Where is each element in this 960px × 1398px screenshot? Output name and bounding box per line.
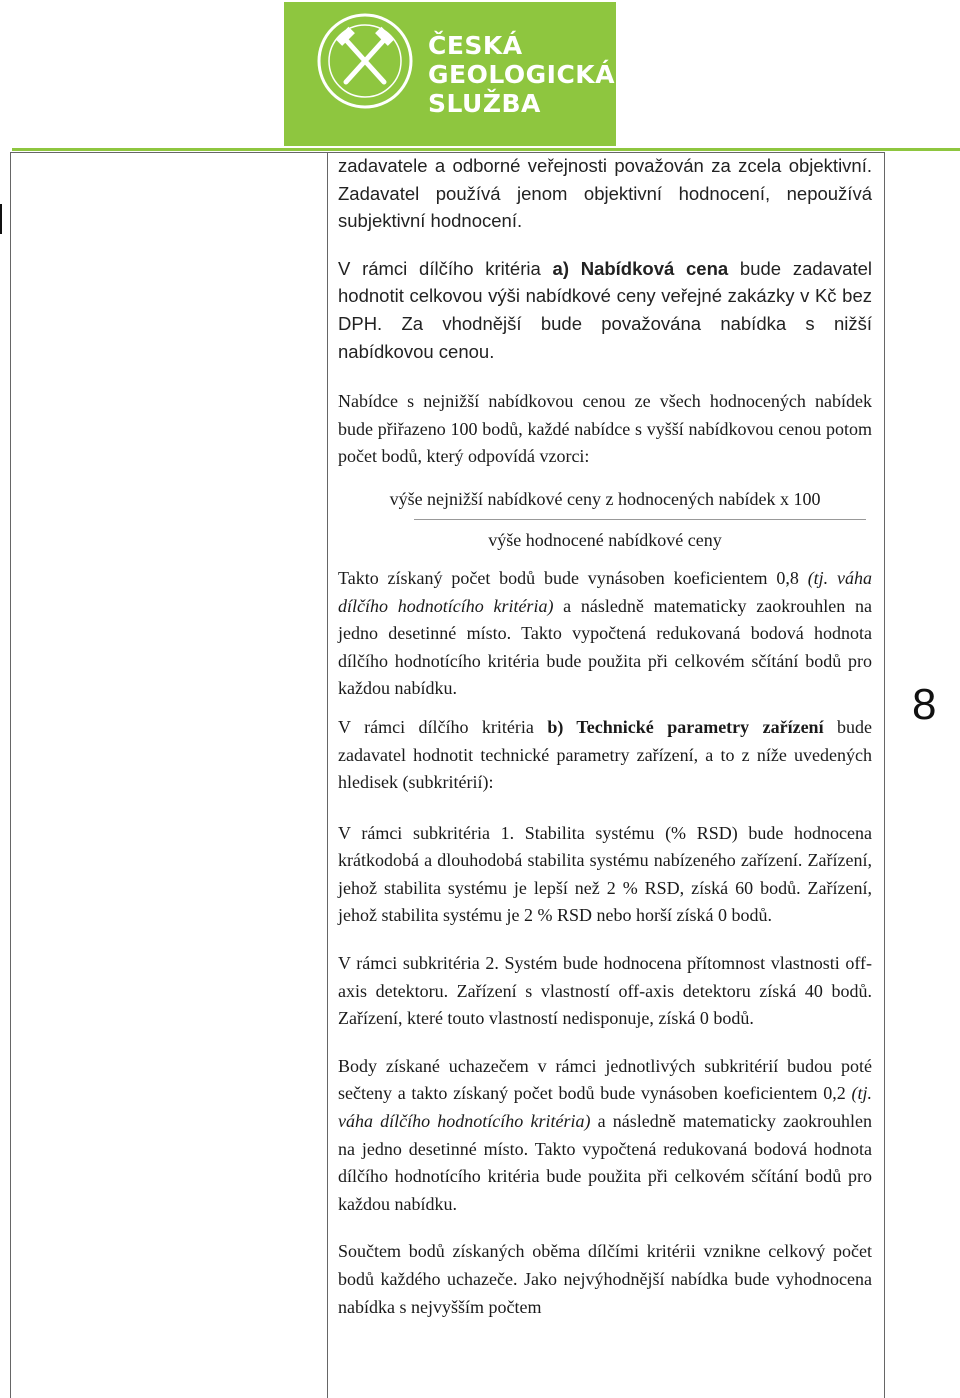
paragraph-subcriterion-2: V rámci subkritéria 2. Systém bude hodnocena přítomnost vlastnosti off-axis detektoru. Zařízení s vlastností off-axis detektoru získá 40 bodů. Zařízení, které touto vlastností nedisponuje, získá 0 bodů. <box>338 953 872 1029</box>
criterion-a-title: a) Nabídková cena <box>552 257 729 279</box>
text-span: a následně matematicky zaokrouhlen na jedno desetinné místo. Takto vypočtená redukovaná bodová hodnota dílčího hodnotícího kritéria bude použita při celkovém sčítání bodů pro každou nabídku. <box>338 1111 872 1214</box>
header-rule <box>12 148 960 151</box>
logo-line-3: SLUŽBA <box>428 89 541 118</box>
weight-note: (tj. váha dílčího hodnotícího kritéria) <box>338 567 872 616</box>
table-right-border <box>884 152 885 1398</box>
logo-line-1: ČESKÁ <box>428 31 523 60</box>
text-span: V rámci dílčího kritéria <box>338 257 553 279</box>
text-span: bude zadavatel hodnotit technické parametry zařízení, a to z níže uvedených hledisek (subkritérií): <box>338 716 872 793</box>
page-number: 8 <box>912 680 937 729</box>
paragraph-coefficient-b <box>338 1053 872 1219</box>
formula-fraction-bar <box>414 519 866 520</box>
text-span: V rámci dílčího kritéria <box>338 716 548 737</box>
paragraph-criterion-a <box>338 255 872 365</box>
paragraph-total: Součtem bodů získaných oběma dílčími kritérii vznikne celkový počet bodů každého uchazeče. Jako nejvýhodnější nabídka bude vyhodnocena nabídka s nejvyšším počtem <box>338 1241 872 1317</box>
formula-denominator: výše hodnocené nabídkové ceny <box>488 529 722 550</box>
paragraph-scoring: Nabídce s nejnižší nabídkovou cenou ze všech hodnocených nabídek bude přiřazeno 100 bodů, každé nabídce s vyšší nabídkovou cenou potom počet bodů, který odpovídá vzorci: <box>338 391 872 467</box>
table-column-divider <box>327 152 328 1398</box>
hammer-emblem-icon <box>314 10 416 112</box>
text-span: bude zadavatel hodnotit celkovou výši nabídkové ceny veřejné zakázky v Kč bez DPH. Za vhodnější bude považována nabídka s nižší nabídkovou cenou. <box>338 257 873 362</box>
paragraph-subcriterion-1: V rámci subkritéria 1. Stabilita systému (% RSD) bude hodnocena krátkodobá a dlouhodobá stabilita systému nabízeného zařízení. Zařízení, jehož stabilita systému je lepší než 2 % RSD, získá 60 bodů. Zařízení, jehož stabilita systému je 2 % RSD nebo horší získá 0 bodů. <box>338 822 872 926</box>
criterion-b-title: b) Technické parametry zařízení <box>547 716 824 737</box>
logo-line-2: GEOLOGICKÁ <box>428 60 616 89</box>
paragraph-coefficient-a <box>338 565 872 703</box>
weight-note: (tj. váha dílčího hodnotícího kritéria) <box>338 1083 872 1132</box>
text-span: Takto získaný počet bodů bude vynásoben koeficientem 0,8 <box>338 567 808 588</box>
document-body <box>338 152 872 1321</box>
paragraph-criterion-b <box>338 714 872 797</box>
margin-mark <box>0 204 2 234</box>
formula-numerator: výše nejnižší nabídkové ceny z hodnocených nabídek x 100 <box>389 488 821 509</box>
text-span: a následně matematicky zaokrouhlen na jedno desetinné místo. Takto vypočtená redukovaná bodová hodnota dílčího hodnotícího kritéria bude použita při celkovém sčítání bodů pro každou nabídku. <box>338 595 872 699</box>
scoring-formula <box>338 485 872 554</box>
paragraph-intro: zadavatele a odborné veřejnosti považován za zcela objektivní. Zadavatel používá jenom objektivní hodnocení, nepoužívá subjektivní hodnocení. <box>338 155 872 232</box>
table-left-border <box>10 152 11 1398</box>
ceska-geologicka-sluzba-logo <box>284 2 616 146</box>
text-span: Body získané uchazečem v rámci jednotlivých subkritérií budou poté sečteny a takto získaný počet bodů bude vynásoben koeficientem 0,2 <box>338 1055 872 1104</box>
